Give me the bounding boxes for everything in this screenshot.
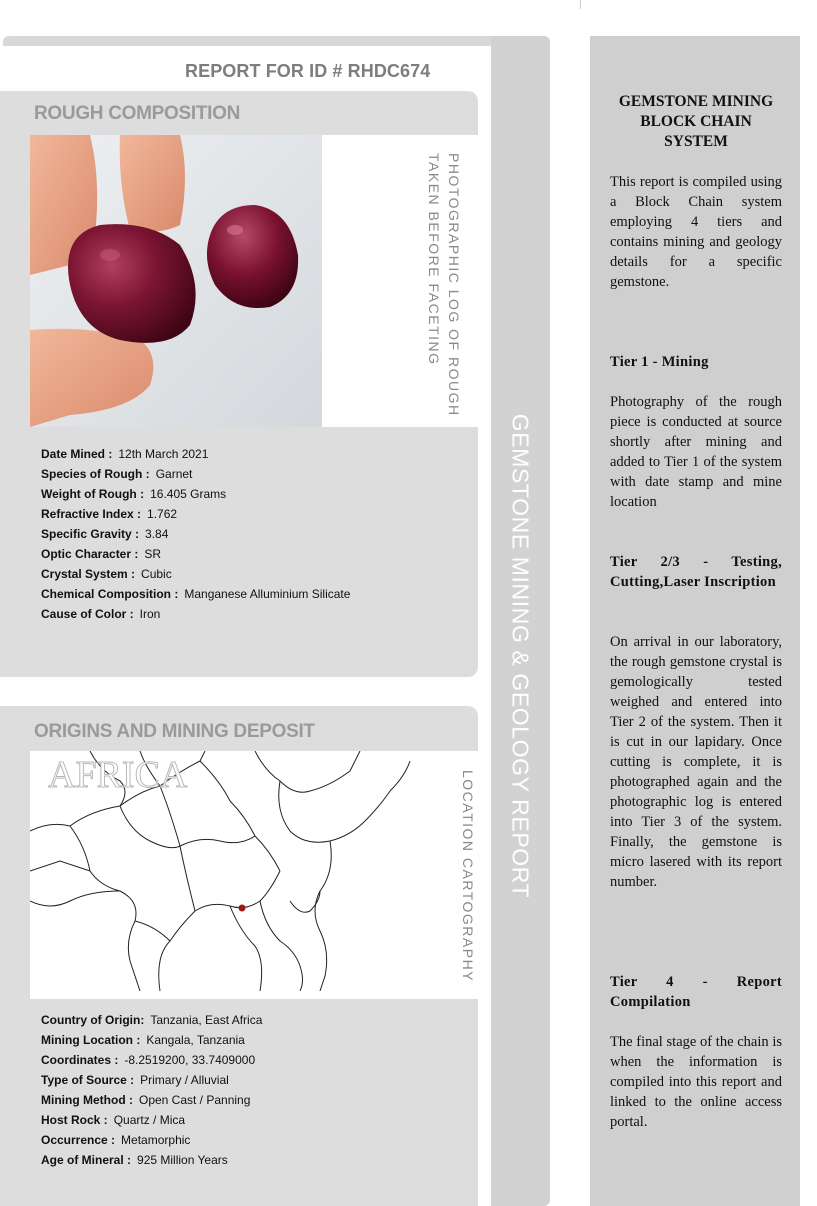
field-chemical-composition: Chemical Composition : Manganese Alluminium Silicate <box>41 587 351 601</box>
map-area <box>30 751 478 999</box>
field-specific-gravity: Specific Gravity : 3.84 <box>41 527 169 541</box>
tier4-heading: Tier 4 - Report Compilation <box>610 974 782 1010</box>
tier23-text: On arrival in our laboratory, the rough gemstone crystal is gemologically tested weighed and entered into Tier 2 of the system. Then it is cut in our lapidary. Once cutting is complete, it is photographed again and the photographic log is entered into Tier 3 of the system. Finally, the gemstone is micro lasered with its report number. <box>610 634 782 890</box>
field-refractive-index: Refractive Index : 1.762 <box>41 507 178 521</box>
field-mining-location: Mining Location : Kangala, Tanzania <box>41 1033 245 1047</box>
vertical-title-band <box>491 36 550 1206</box>
blockchain-sidebar <box>590 36 800 1206</box>
field-crystal-system: Crystal System : Cubic <box>41 567 172 581</box>
vertical-report-title: GEMSTONE MINING & GEOLOGY REPORT <box>507 413 534 899</box>
origin-fields <box>41 1010 262 1170</box>
tier1-heading: Tier 1 - Mining <box>610 354 709 370</box>
field-date-mined: Date Mined : 12th March 2021 <box>41 447 209 461</box>
origins-title: ORIGINS AND MINING DEPOSIT <box>34 721 315 742</box>
photo-label-line2: TAKEN BEFORE FACETING <box>426 153 442 366</box>
location-cartography-label: LOCATION CARTOGRAPHY <box>460 770 476 983</box>
tier4-text: The final stage of the chain is when the information is compiled into this report and linked to the online access portal. <box>610 1034 782 1130</box>
field-cause-of-color: Cause of Color : Iron <box>41 607 161 621</box>
field-occurrence: Occurrence : Metamorphic <box>41 1133 191 1147</box>
rough-photo-area <box>30 135 478 427</box>
africa-map <box>30 751 426 991</box>
origins-panel <box>0 706 478 1206</box>
rough-garnet-photo <box>30 135 322 427</box>
top-divider-tick <box>580 0 581 9</box>
sidebar-intro: This report is compiled using a Block Chain system employing 4 tiers and contains mining and geology details for a specific gemstone. <box>610 174 782 290</box>
field-age-of-mineral: Age of Mineral : 925 Million Years <box>41 1153 228 1167</box>
field-optic-character: Optic Character : SR <box>41 547 162 561</box>
sidebar-heading: GEMSTONE MINING BLOCK CHAIN SYSTEM <box>618 93 774 150</box>
field-species: Species of Rough : Garnet <box>41 467 193 481</box>
header-strip <box>3 36 549 46</box>
rough-fields <box>41 444 350 624</box>
field-host-rock: Host Rock : Quartz / Mica <box>41 1113 186 1127</box>
report-id-title: REPORT FOR ID # RHDC674 <box>185 61 431 81</box>
photo-label-line1: PHOTOGRAPHIC LOG OF ROUGH <box>446 153 462 417</box>
tier1-text: Photography of the rough piece is conducted at source shortly after mining and added to Tier 1 of the system with date stamp and mine location <box>610 394 782 510</box>
rough-composition-panel <box>0 91 478 677</box>
field-mining-method: Mining Method : Open Cast / Panning <box>41 1093 251 1107</box>
tier23-heading: Tier 2/3 - Testing, Cutting,Laser Inscription <box>610 554 782 590</box>
field-country-of-origin: Country of Origin: Tanzania, East Africa <box>41 1013 263 1027</box>
map-africa-label: AFRICA <box>48 754 188 796</box>
rough-composition-title: ROUGH COMPOSITION <box>34 103 241 124</box>
field-coordinates: Coordinates : -8.2519200, 33.7409000 <box>41 1053 256 1067</box>
field-type-of-source: Type of Source : Primary / Alluvial <box>41 1073 229 1087</box>
field-weight: Weight of Rough : 16.405 Grams <box>41 487 227 501</box>
